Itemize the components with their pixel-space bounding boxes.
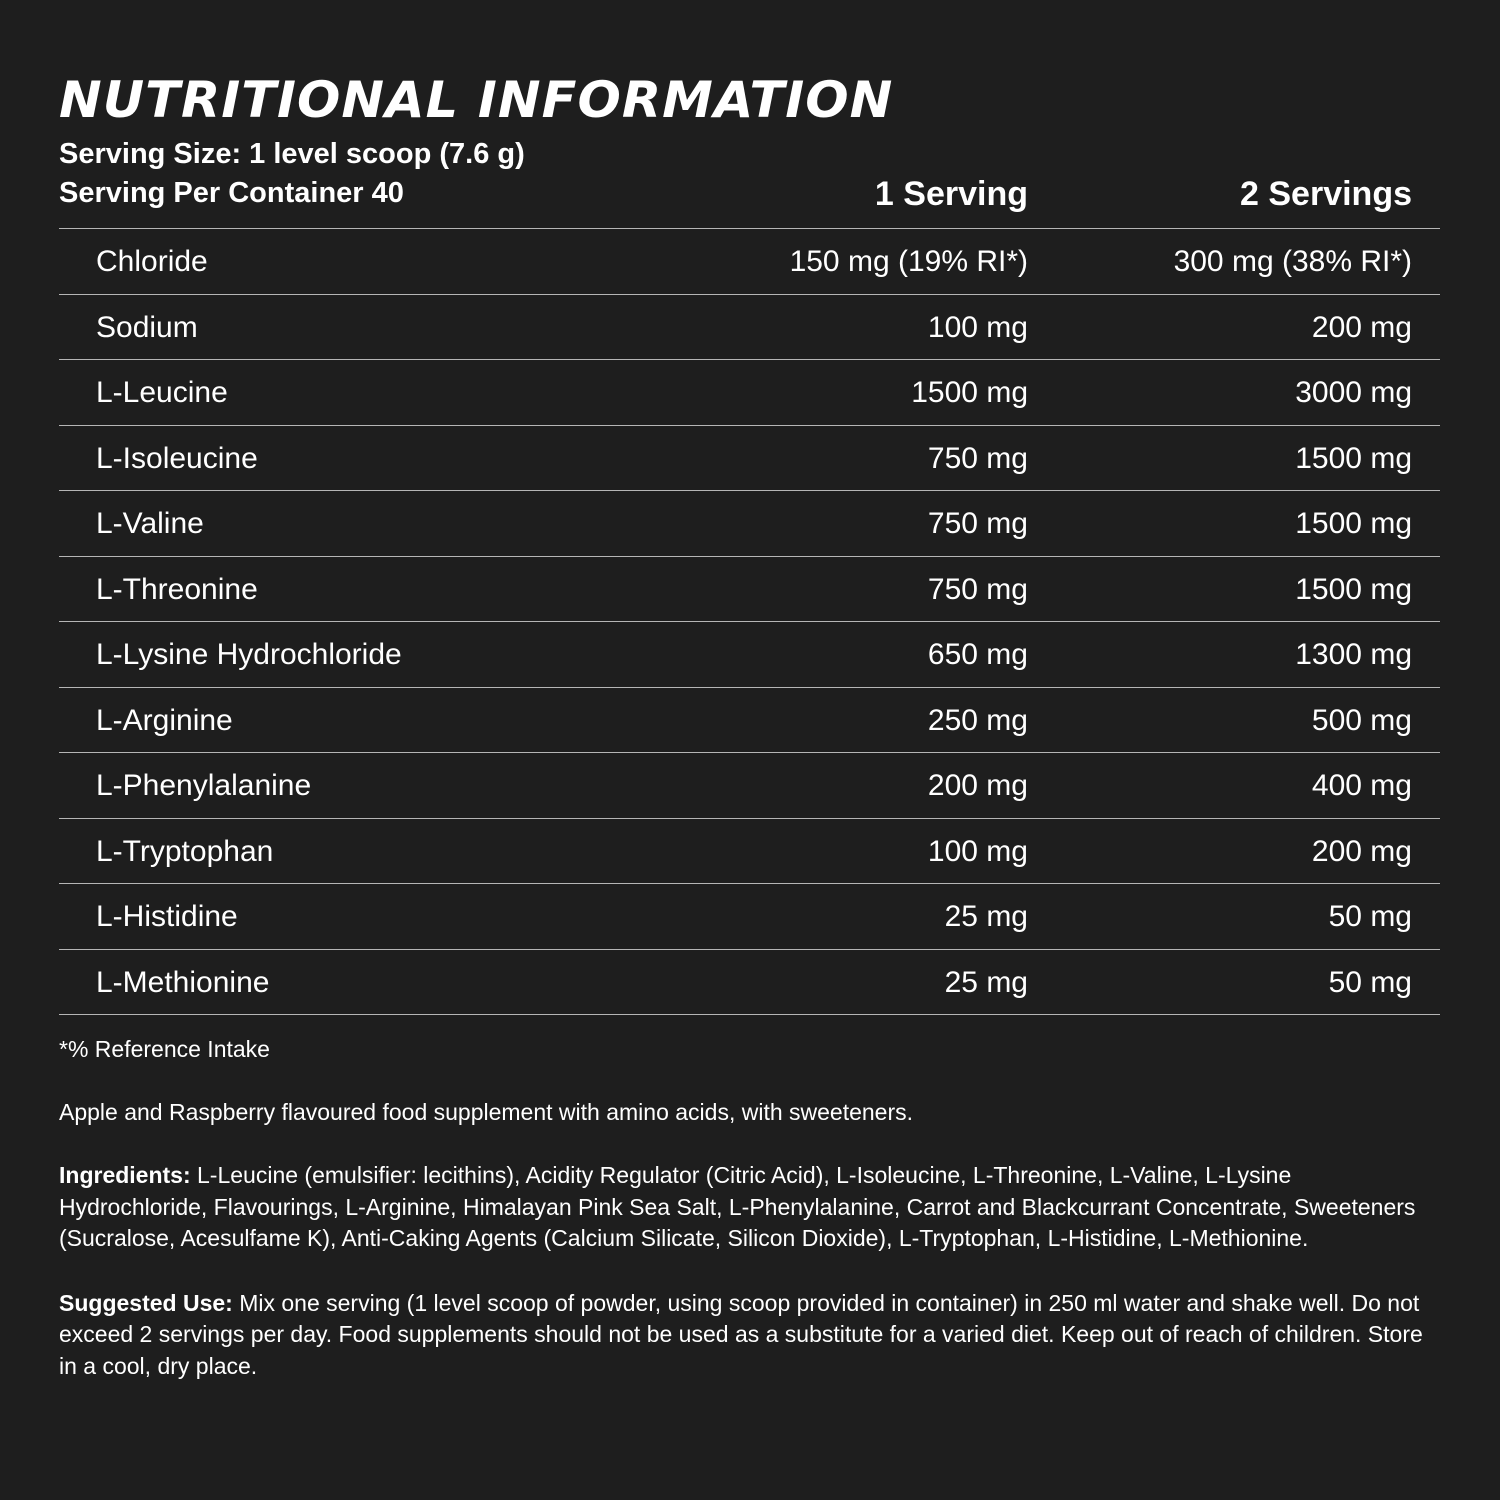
page-title: NUTRITIONAL INFORMATION — [59, 71, 894, 129]
nutrient-name: L-Methionine — [96, 965, 270, 999]
nutrition-table — [59, 228, 1440, 1015]
table-row — [59, 360, 1440, 426]
two-servings-value: 200 mg — [1311, 834, 1412, 868]
two-servings-value: 300 mg (38% RI*) — [1173, 245, 1412, 278]
two-servings-value: 1300 mg — [1295, 638, 1412, 671]
two-servings-value: 1500 mg — [1295, 441, 1412, 475]
nutrient-name: L-Phenylalanine — [96, 769, 312, 802]
table-row — [59, 688, 1440, 754]
table-row — [59, 753, 1440, 819]
table-row — [59, 819, 1440, 885]
one-serving-value: 750 mg — [927, 572, 1028, 606]
one-serving-value: 100 mg — [927, 834, 1028, 868]
two-servings-value: 400 mg — [1311, 769, 1412, 802]
suggested-use-paragraph — [59, 1288, 1440, 1383]
nutrient-name: L-Lysine Hydrochloride — [96, 638, 402, 671]
one-serving-value: 100 mg — [927, 310, 1028, 344]
nutrient-name: L-Arginine — [96, 703, 233, 737]
reference-intake-footnote: *% Reference Intake — [59, 1036, 270, 1062]
suggested-use-text: Mix one serving (1 level scoop of powder, using scoop provided in container) in 250 ml water and shake well. Do not exceed 2 servings per day. Food supplements should not be used as a substitute for a varied diet. Keep out of reach of children. Store in a cool, dry place. — [59, 1289, 1423, 1379]
nutrient-name: L-Histidine — [96, 900, 238, 933]
nutrient-name: L-Tryptophan — [96, 834, 274, 868]
nutrient-name: L-Threonine — [96, 572, 258, 606]
one-serving-value: 200 mg — [927, 769, 1028, 802]
column-header-one-serving: 1 Serving — [874, 175, 1028, 213]
two-servings-value: 1500 mg — [1295, 507, 1412, 540]
table-row — [59, 622, 1440, 688]
one-serving-value: 750 mg — [927, 441, 1028, 475]
nutrient-name: L-Valine — [96, 507, 204, 540]
table-row — [59, 557, 1440, 623]
one-serving-value: 25 mg — [944, 965, 1028, 999]
table-row — [59, 950, 1440, 1016]
one-serving-value: 650 mg — [927, 638, 1028, 671]
two-servings-value: 50 mg — [1328, 900, 1412, 933]
table-row — [59, 491, 1440, 557]
ingredients-text: L-Leucine (emulsifier: lecithins), Acidity Regulator (Citric Acid), L-Isoleucine, L-Threonine, L-Valine, L-Lysine Hydrochloride, Flavourings, L-Arginine, Himalayan Pink Sea Salt, L-Phenylalanine, Carrot and Blackcurrant Concentrate, Sweeteners (Sucralose, Acesulfame K), Anti-Caking Agents (Calcium Silicate, Silicon Dioxide), L-Tryptophan, L-Histidine, L-Methionine. — [59, 1162, 1416, 1251]
two-servings-value: 3000 mg — [1295, 376, 1412, 409]
servings-per-container: Serving Per Container 40 — [59, 177, 404, 209]
two-servings-value: 50 mg — [1328, 965, 1412, 999]
suggested-use-label: Suggested Use: — [59, 1289, 233, 1316]
product-description: Apple and Raspberry flavoured food supplement with amino acids, with sweeteners. — [59, 1099, 914, 1125]
nutrient-name: L-Leucine — [96, 376, 228, 409]
nutrient-name: Sodium — [96, 310, 198, 344]
ingredients-label: Ingredients: — [59, 1162, 191, 1188]
one-serving-value: 1500 mg — [911, 376, 1028, 409]
two-servings-value: 500 mg — [1311, 703, 1412, 737]
two-servings-value: 1500 mg — [1295, 572, 1412, 606]
nutrient-name: L-Isoleucine — [96, 441, 258, 475]
nutrient-name: Chloride — [96, 245, 208, 278]
table-row — [59, 884, 1440, 950]
ingredients-paragraph — [59, 1160, 1440, 1255]
one-serving-value: 25 mg — [944, 900, 1028, 933]
one-serving-value: 750 mg — [927, 507, 1028, 540]
one-serving-value: 250 mg — [927, 703, 1028, 737]
table-row — [59, 295, 1440, 361]
serving-size: Serving Size: 1 level scoop (7.6 g) — [59, 138, 525, 170]
table-row — [59, 229, 1440, 295]
table-header — [59, 136, 1440, 228]
nutrition-panel — [59, 70, 1440, 1382]
one-serving-value: 150 mg (19% RI*) — [789, 245, 1028, 278]
two-servings-value: 200 mg — [1311, 310, 1412, 344]
table-row — [59, 426, 1440, 492]
column-header-two-servings: 2 Servings — [1240, 175, 1412, 213]
